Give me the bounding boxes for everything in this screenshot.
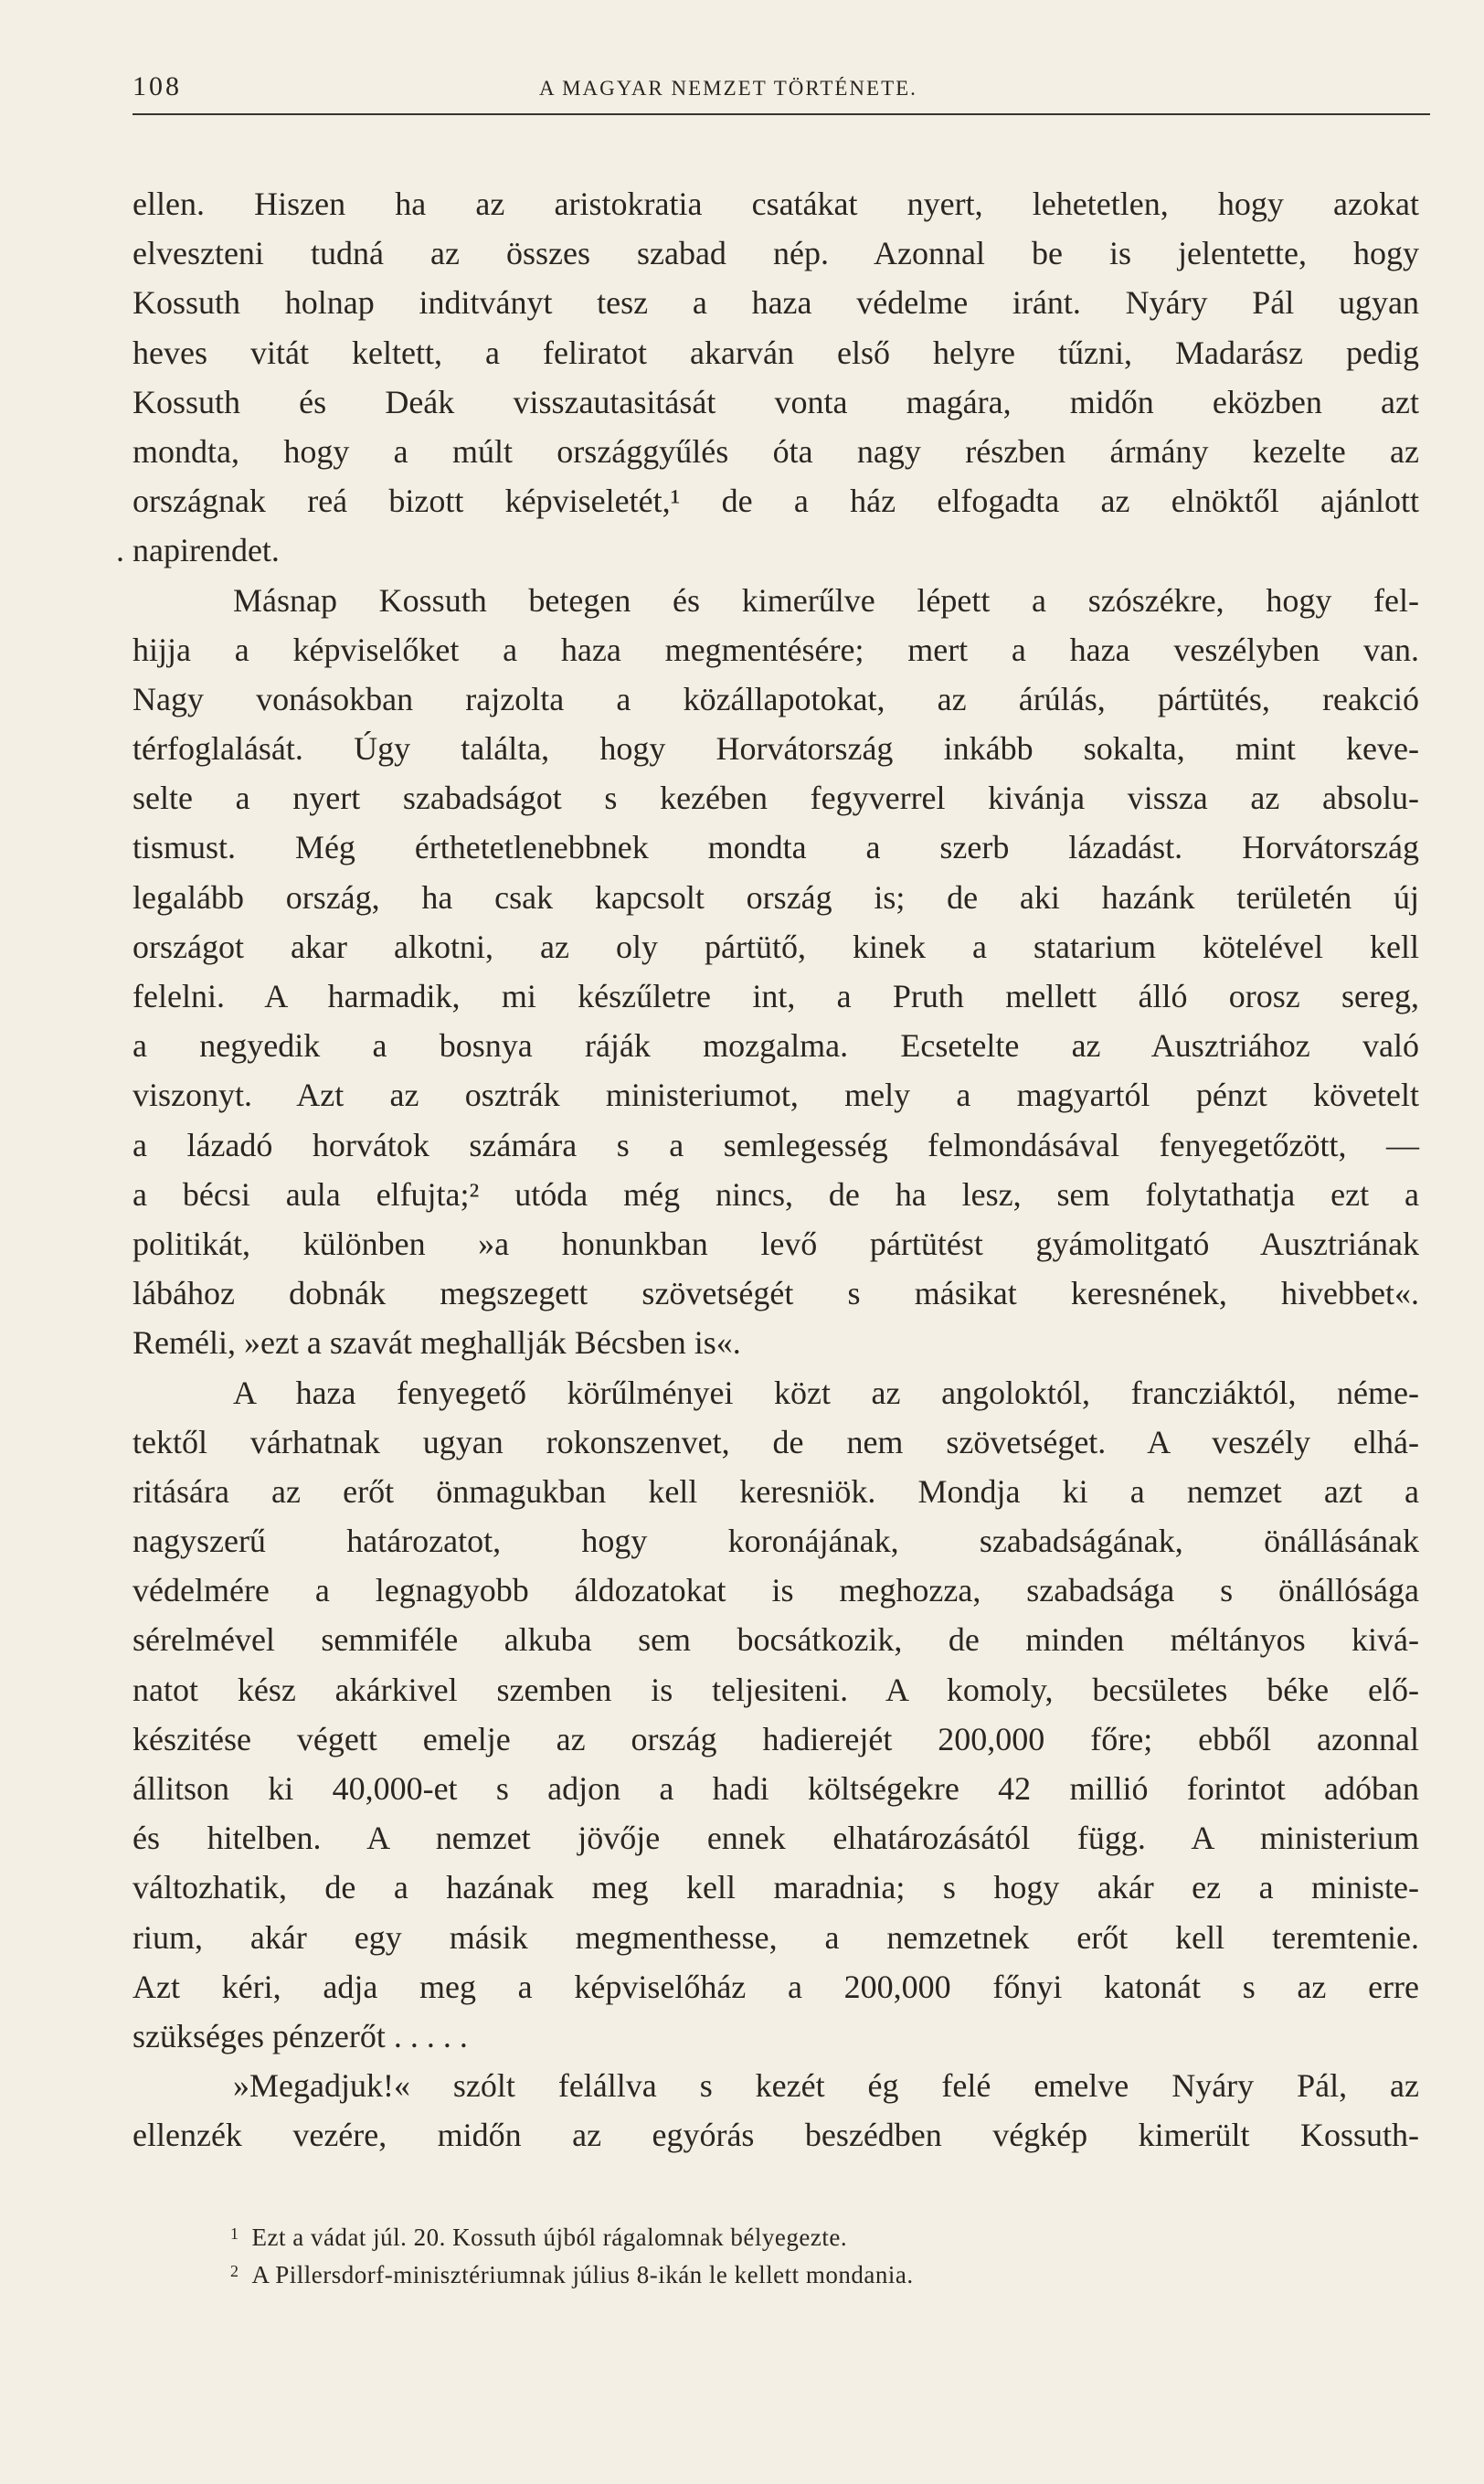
text-line: változhatik, de a hazának meg kell maradnia; s hogy akár ez a ministe- xyxy=(132,1869,1419,1906)
text-line: ellenzék vezére, midőn az egyórás beszédben végkép kimerült Kossuth- xyxy=(132,2117,1419,2154)
text-line: állitson ki 40,000-et s adjon a hadi költségekre 42 millió forintot adóban xyxy=(132,1770,1419,1807)
footnote-text: A Pillersdorf-minisztériumnak július 8-ikán le kellett mondania. xyxy=(251,2261,914,2288)
footnote-1 xyxy=(230,2219,1409,2256)
text-line: Kossuth és Deák visszautasitását vonta magára, midőn eközben azt xyxy=(132,383,1419,420)
text-line: . napirendet. xyxy=(116,532,280,569)
text-line: lábához dobnák megszegett szövetségét s másikat keresnének, hivebbet«. xyxy=(132,1275,1419,1312)
text-line: Nagy vonásokban rajzolta a közállapotokat, az árúlás, pártütés, reakció xyxy=(132,680,1419,717)
text-line: tismust. Még érthetetlenebbnek mondta a szerb lázadást. Horvátország xyxy=(132,829,1419,866)
text-line: hijja a képviselőket a haza megmentésére; mert a haza veszélyben van. xyxy=(132,631,1419,668)
page-number: 108 xyxy=(132,71,182,101)
text-line: natot kész akárkivel szemben is teljesiteni. A komoly, becsületes béke elő- xyxy=(132,1671,1419,1708)
page-header xyxy=(132,71,1430,113)
text-line: sérelmével semmiféle alkuba sem bocsátkozik, de minden méltányos kivá- xyxy=(132,1621,1419,1659)
footnote-2 xyxy=(230,2256,1409,2294)
text-line: Kossuth holnap inditványt tesz a haza védelme iránt. Nyáry Pál ugyan xyxy=(132,284,1419,322)
text-line: ritására az erőt önmagukban kell keresniök. Mondja ki a nemzet azt a xyxy=(132,1472,1419,1510)
footnotes xyxy=(230,2219,1409,2294)
header-rule xyxy=(132,113,1430,115)
text-line: Azt kéri, adja meg a képviselőház a 200,000 főnyi katonát s az erre xyxy=(132,1968,1419,2005)
paragraph-start: Másnap Kossuth betegen és kimerűlve lépett a szószékre, hogy fel- xyxy=(233,581,1419,619)
paragraph-start: A haza fenyegető körűlményei közt az angoloktól, francziáktól, néme- xyxy=(233,1374,1419,1411)
text-line: országot akar alkotni, az oly pártütő, kinek a statarium kötelével kell xyxy=(132,928,1419,965)
text-line: selte a nyert szabadságot s kezében fegyverrel kivánja vissza az absolu- xyxy=(132,780,1419,817)
text-line: térfoglalását. Úgy találta, hogy Horvátország inkább sokalta, mint keve- xyxy=(132,730,1419,768)
text-line: Reméli, »ezt a szavát meghallják Bécsben is«. xyxy=(132,1324,741,1362)
text-line: a lázadó horvátok számára s a semlegesség felmondásával fenyegetőzött, — xyxy=(132,1126,1419,1163)
text-line: rium, akár egy másik megmenthesse, a nemzetnek erőt kell teremtenie. xyxy=(132,1918,1419,1956)
text-line: tektől várhatnak ugyan rokonszenvet, de nem szövetséget. A veszély elhá- xyxy=(132,1423,1419,1460)
paragraph-start: »Megadjuk!« szólt felállva s kezét ég felé emelve Nyáry Pál, az xyxy=(233,2067,1419,2105)
text-line: elveszteni tudná az összes szabad nép. Azonnal be is jelentette, hogy xyxy=(132,235,1419,272)
text-line: nagyszerű határozatot, hogy koronájának, szabadságának, önállásának xyxy=(132,1523,1419,1560)
text-line: védelmére a legnagyobb áldozatokat is meghozza, szabadsága s önállósága xyxy=(132,1572,1419,1609)
footnote-mark: 1 xyxy=(230,2224,239,2243)
text-line: mondta, hogy a múlt országgyűlés óta nagy részben ármány kezelte az xyxy=(132,432,1419,470)
text-line: legalább ország, ha csak kapcsolt ország is; de aki hazánk területén új xyxy=(132,878,1419,916)
text-line: felelni. A harmadik, mi készűletre int, a Pruth mellett álló orosz sereg, xyxy=(132,978,1419,1014)
text-line: politikát, különben »a honunkban levő pártütést gyámolitgató Ausztriának xyxy=(132,1225,1419,1262)
running-title: A MAGYAR NEMZET TÖRTÉNETE. xyxy=(539,77,917,100)
text-line: készitése végett emelje az ország hadierejét 200,000 főre; ebből azonnal xyxy=(132,1720,1419,1757)
text-line: a bécsi aula elfujta;² utóda még nincs, de ha lesz, sem folytathatja ezt a xyxy=(132,1175,1419,1213)
text-line: szükséges pénzerőt . . . . . xyxy=(132,2017,468,2054)
text-line: ellen. Hiszen ha az aristokratia csatákat nyert, lehetetlen, hogy azokat xyxy=(132,186,1419,222)
body-text xyxy=(116,179,1419,2160)
text-line: viszonyt. Azt az osztrák ministeriumot, mely a magyartól pénzt követelt xyxy=(132,1077,1419,1114)
footnote-mark: 2 xyxy=(230,2262,239,2280)
text-line: heves vitát keltett, a feliratot akarván első helyre tűzni, Madarász pedig xyxy=(132,334,1419,371)
footnote-text: Ezt a vádat júl. 20. Kossuth újból rágalomnak bélyegezte. xyxy=(251,2224,848,2251)
text-line: országnak reá bizott képviseletét,¹ de a ház elfogadta az elnöktől ajánlott xyxy=(132,483,1419,520)
text-line: és hitelben. A nemzet jövője ennek elhatározásától függ. A ministerium xyxy=(132,1820,1419,1857)
text-line: a negyedik a bosnya ráják mozgalma. Ecsetelte az Ausztriához való xyxy=(132,1027,1419,1065)
